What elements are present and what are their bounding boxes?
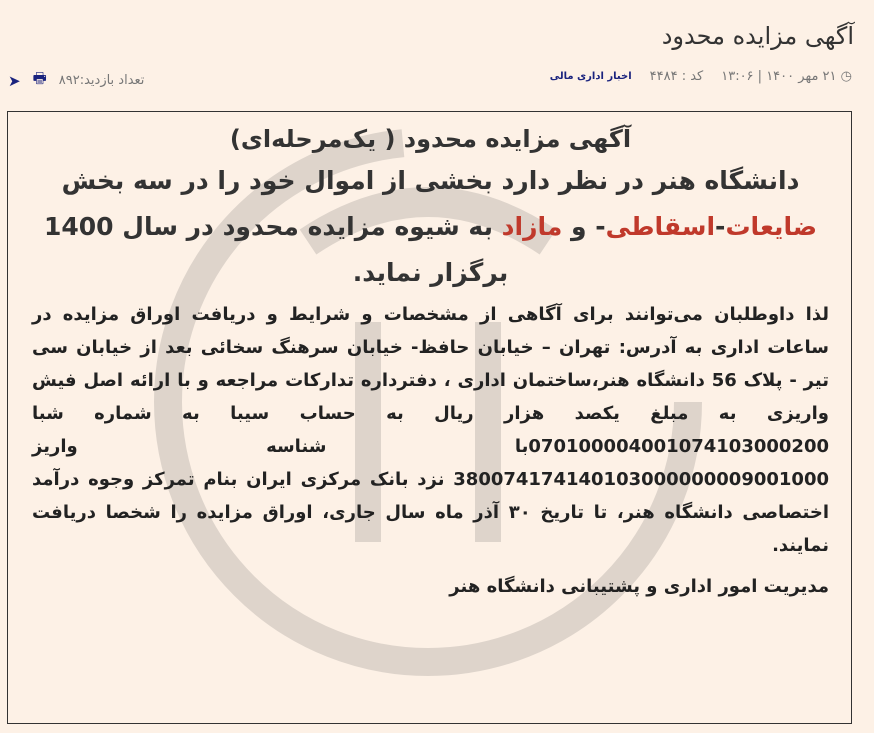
lead-text-2: به شیوه مزایده محدود در سال 1400 برگزار نماید. — [44, 212, 509, 287]
highlight-waste: ضایعات — [725, 212, 817, 241]
news-code: کد : ۴۴۸۴ — [649, 69, 704, 84]
date-text: ۲۱ مهر ۱۴۰۰ | ۱۳:۰۶ — [721, 69, 837, 84]
highlight-scrap: اسقاطی — [605, 212, 716, 241]
separator: - — [715, 212, 726, 241]
article-meta — [0, 66, 874, 90]
publish-date — [721, 69, 852, 84]
category-link[interactable]: اخبار اداری مالی — [549, 71, 632, 82]
notice-lead — [32, 158, 829, 296]
clock-icon: ◷ — [840, 69, 852, 84]
notice-heading: آگهی مزایده محدود ( یک‌مرحله‌ای) — [229, 125, 632, 153]
send-icon[interactable]: ➤ — [8, 71, 21, 90]
separator: - و — [562, 212, 606, 241]
notice-body: لذا داوطلبان می‌توانند برای آگاهی از مشخصات و شرایط و دریافت اوراق مزایده در ساعات اداری به آدرس: تهران – خیابان حافظ- خیابان سرهنگ سخائی بعد از خیابان سی تیر - پلاک 56 دانشگاه هنر،ساختمان اداری ، دفترداره تدارکات مراجعه و با ارائه اصل فیش واریزی به مبلغ یکصد هزار ریال به حساب سیبا به شماره شبا 070100004001074103000200با شناسه واریز 380074174140103000000009001000 نزد بانک مرکزی ایران بنام تمرکز وجوه درآمد اختصاصی دانشگاه هنر، تا تاریخ ۳۰ آذر ماه سال جاری، اوراق مزایده را شخصا دریافت نمایند. — [32, 304, 829, 556]
notice-image — [7, 111, 852, 724]
view-count: تعداد بازدید:۸۹۲ — [58, 73, 145, 88]
notice-signature: مدیریت امور اداری و پشتیبانی دانشگاه هنر — [449, 576, 829, 597]
page-title: آگهی مزایده محدود — [661, 22, 854, 50]
highlight-surplus: مازاد — [501, 212, 563, 241]
lead-text-1: دانشگاه هنر در نظر دارد بخشی از اموال خود را در سه بخش — [61, 166, 800, 195]
print-icon[interactable]: 🖶 — [32, 69, 47, 87]
